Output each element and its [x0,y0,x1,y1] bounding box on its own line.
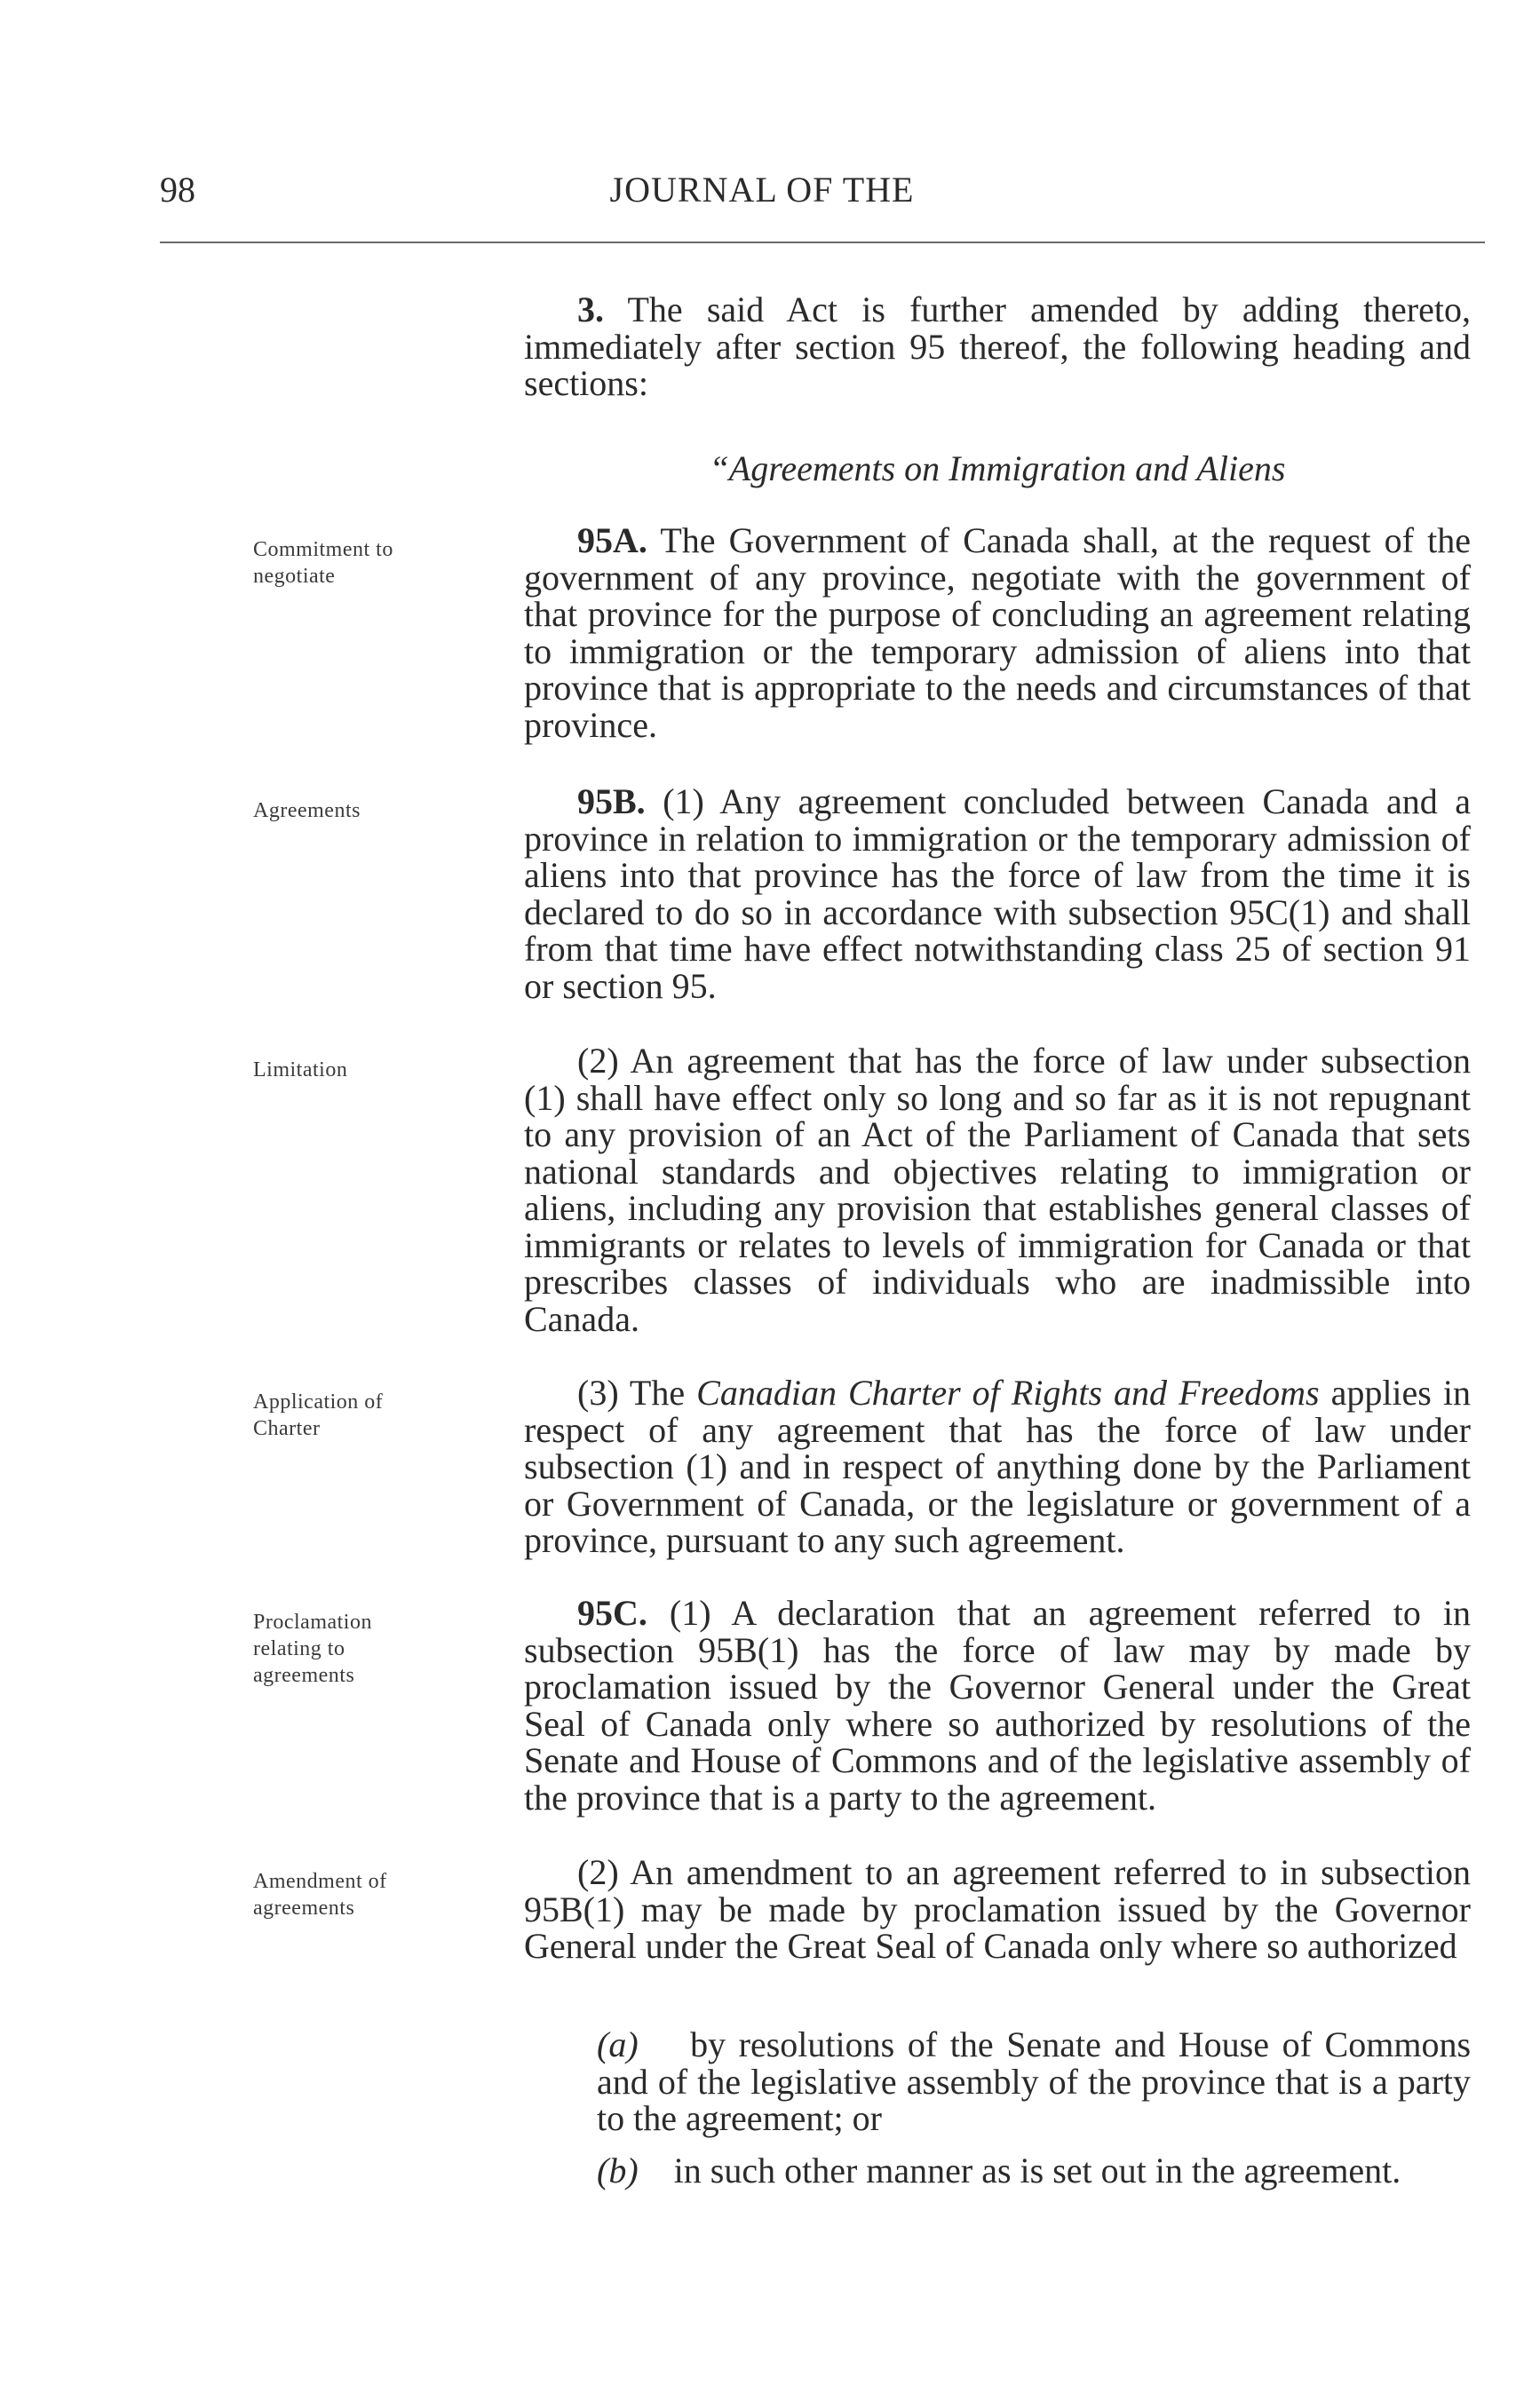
paragraph-a-label: (a) [597,2024,639,2064]
section-95b-3 [524,1374,1471,1559]
margin-note-application-of-charter: Application of Charter [253,1390,384,1440]
section-95b-2-text: (2) An agreement that has the force of law under subsection (1) shall have effect only so long and so far as it is not repugnant to any provision of an Act of the Parliament of Canada that sets national standards and objectives relating to immigration or aliens, including any provision that establishes general classes of immigrants or relates to levels of immigration for Canada or that prescribes classes of individuals who are inadmissible into Canada. [524,1041,1471,1339]
paragraph-b [597,2152,1471,2190]
running-head: JOURNAL OF THE [609,170,915,210]
paragraph-b-label: (b) [597,2151,639,2190]
section-95b-2 [524,1042,1471,1337]
section-95b-3-rest: applies in respect of any agreement that has the force of law under subsection (1) and in respect of anything done by the Parliament or Government of Canada, or the legislature or government of a province, pursuant to any such agreement. [524,1373,1471,1560]
charter-title: Canadian Charter of Rights and Freedoms [696,1373,1320,1413]
margin-note-agreements: Agreements [253,799,361,822]
section-95c-2 [524,1854,1471,1965]
intro-paragraph [524,291,1471,402]
section-heading: “Agreements on Immigration and Aliens [709,448,1286,488]
section-95b-3-lead: (3) The [577,1373,697,1413]
section-95c-2-text: (2) An amendment to an agreement referred to in subsection 95B(1) may be made by proclamation issued by the Governor General under the Great Seal of Canada only where so authorized [524,1852,1471,1966]
page-number: 98 [160,170,195,210]
paragraph-a-text: by resolutions of the Senate and House of Commons and of the legislative assembly of the province that is a party to the agreement; or [597,2024,1472,2138]
margin-note-commitment: Commitment to negotiate [253,538,393,588]
section-95b-1-text: (1) Any agreement concluded between Canada and a province in relation to immigration or the temporary admission of aliens into that province has the force of law from the time it is declared to do so in accordance with subsection 95C(1) and shall from that time have effect notwithstanding class 25 of section 91 or section 95. [524,781,1472,1006]
intro-number: 3. [577,289,604,329]
section-95b-1 [524,783,1471,1004]
section-95a [524,522,1471,743]
section-95a-number: 95A. [577,520,647,560]
section-95c-number: 95C. [577,1593,647,1633]
margin-note-proclamation: Proclamation relating to agreements [253,1611,372,1687]
section-95a-text: The Government of Canada shall, at the request of the government of any province, negotiate with the government of that province for the purpose of concluding an agreement relating to immigration or the temporary admission of aliens into that province that is appropriate to the needs and circumstances of that province. [524,520,1472,745]
paragraph-a [597,2026,1471,2137]
margin-note-amendment: Amendment of agreements [253,1870,387,1920]
section-95c-1-text: (1) A declaration that an agreement referred to in subsection 95B(1) has the force of law may by made by proclamation issued by the Governor General under the Great Seal of Canada only where so authorized by resolutions of the Senate and House of Commons and of the legislative assembly of the province that is a party to the agreement. [524,1593,1471,1818]
intro-text: The said Act is further amended by adding thereto, immediately after section 95 thereof, the following heading and sections: [524,289,1471,403]
section-95c-1 [524,1595,1471,1816]
paragraph-b-text: in such other manner as is set out in the agreement. [673,2151,1401,2190]
section-95b-number: 95B. [577,781,646,821]
margin-note-limitation: Limitation [253,1058,348,1081]
header-rule [160,242,1485,243]
